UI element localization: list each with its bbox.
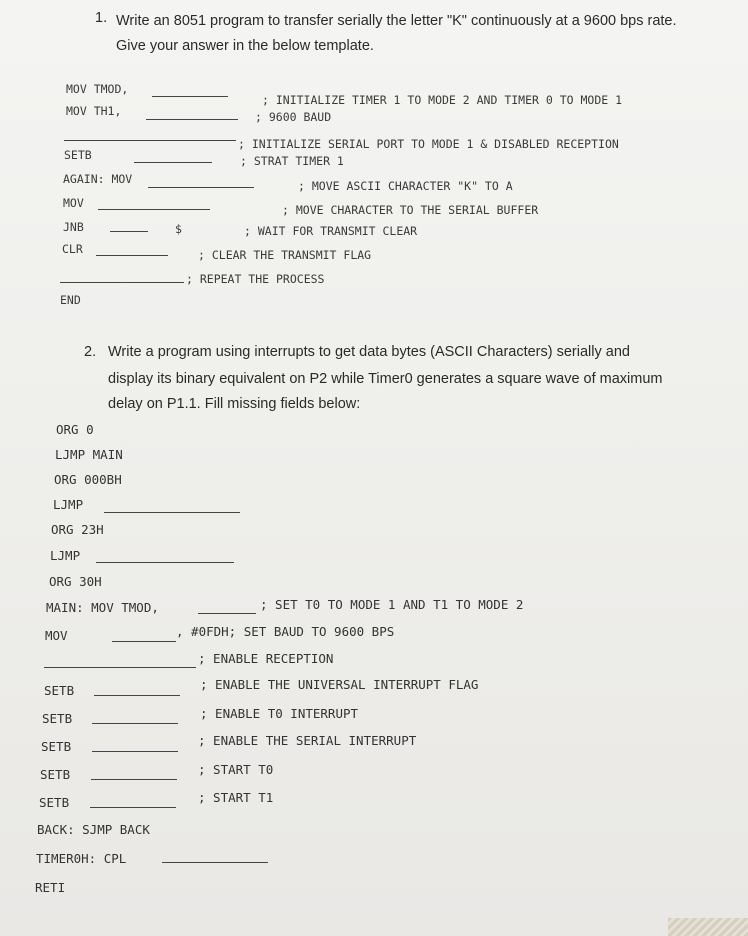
code2-line-4-code: ORG 23H [51,522,104,537]
question-1 [95,6,715,58]
code1-line-7-blank[interactable] [96,255,168,256]
code2-line-10-comment: ; ENABLE THE UNIVERSAL INTERRUPT FLAG [200,677,479,692]
code1-line-3-code: SETB [64,148,92,162]
code1-line-6-code: JNB [63,220,84,234]
code1-line-2-blank[interactable] [64,140,236,141]
code1-line-0-comment: ; INITIALIZE TIMER 1 TO MODE 2 AND TIMER 0 TO MODE 1 [262,93,623,107]
code2-line-11-comment: ; ENABLE T0 INTERRUPT [200,706,359,721]
code2-line-13-comment: ; START T0 [198,762,274,777]
code2-line-10-code: SETB [44,683,75,698]
question-2-line-2: display its binary equivalent on P2 while Timer0 generates a square wave of maximum [108,371,663,387]
code2-line-7-comment: ; SET T0 TO MODE 1 AND T1 TO MODE 2 [260,597,524,612]
code2-line-11-blank[interactable] [92,723,178,724]
code1-line-6-mid: $ [175,222,182,236]
code1-line-6-blank[interactable] [110,231,148,232]
code1-line-2-comment: ; INITIALIZE SERIAL PORT TO MODE 1 & DISABLED RECEPTION [238,137,619,151]
code2-line-7-code: MAIN: MOV TMOD, [46,600,159,615]
code2-line-12-code: SETB [41,739,72,754]
desk-edge-decoration [668,918,748,936]
code1-line-0-blank[interactable] [152,96,228,97]
code2-line-2-code: ORG 000BH [54,472,122,487]
code2-line-17-code: RETI [35,880,66,895]
code1-line-1-code: MOV TH1, [66,104,122,118]
question-2-number: 2. [84,344,97,360]
code1-line-3-comment: ; STRAT TIMER 1 [240,154,344,168]
code2-line-9-comment: ; ENABLE RECEPTION [198,651,334,666]
code2-line-6-code: ORG 30H [49,574,102,589]
code2-line-14-blank[interactable] [90,807,176,808]
code1-line-0-code: MOV TMOD, [66,82,129,96]
code2-line-3-code: LJMP [53,497,84,512]
code1-line-9-code: END [60,293,81,307]
code1-line-4-code: AGAIN: MOV [63,172,133,186]
code2-line-12-blank[interactable] [92,751,178,752]
code1-line-7-code: CLR [62,242,83,256]
question-2-line-1: Write a program using interrupts to get data bytes (ASCII Characters) serially and [108,344,630,360]
code1-line-1-blank[interactable] [146,119,238,120]
code2-line-13-code: SETB [40,767,71,782]
code2-line-5-blank[interactable] [96,562,234,563]
code2-line-5-code: LJMP [50,548,81,563]
code1-line-1-comment: ; 9600 BAUD [255,110,332,124]
code2-line-11-code: SETB [42,711,73,726]
code2-line-12-comment: ; ENABLE THE SERIAL INTERRUPT [198,733,417,748]
code2-line-16-code: TIMER0H: CPL [36,851,127,866]
code1-line-7-comment: ; CLEAR THE TRANSMIT FLAG [198,248,372,262]
code2-line-9-blank[interactable] [44,667,196,668]
code2-line-8-code: MOV [45,628,68,643]
question-1-line-1: Write an 8051 program to transfer serially the letter "K" continuously at a 9600 bps rate. [116,13,677,29]
code2-line-7-blank[interactable] [198,613,256,614]
code1-line-4-blank[interactable] [148,187,254,188]
code2-line-1-code: LJMP MAIN [55,447,123,462]
code2-line-3-blank[interactable] [104,512,240,513]
code1-line-5-blank[interactable] [98,209,210,210]
code2-line-15-code: BACK: SJMP BACK [37,822,150,837]
code1-line-5-comment: ; MOVE CHARACTER TO THE SERIAL BUFFER [282,203,539,217]
code2-line-8-comment: , #0FDH; SET BAUD TO 9600 BPS [176,624,395,639]
code2-line-0-code: ORG 0 [56,422,94,437]
code1-line-5-code: MOV [63,196,84,210]
question-2-line-3: delay on P1.1. Fill missing fields below: [108,396,361,412]
code1-line-6-comment: ; WAIT FOR TRANSMIT CLEAR [244,224,418,238]
code2-line-14-code: SETB [39,795,70,810]
question-1-line-2: Give your answer in the below template. [116,38,374,54]
code1-line-8-comment: ; REPEAT THE PROCESS [186,272,325,286]
code2-line-14-comment: ; START T1 [198,790,274,805]
code1-line-4-comment: ; MOVE ASCII CHARACTER "K" TO A [298,179,513,193]
code1-line-3-blank[interactable] [134,162,212,163]
question-2 [84,340,734,416]
code2-line-10-blank[interactable] [94,695,180,696]
code2-line-13-blank[interactable] [91,779,177,780]
code1-line-8-blank[interactable] [60,282,184,283]
code2-line-16-blank[interactable] [162,862,268,863]
question-1-number: 1. [95,10,108,26]
code2-line-8-blank[interactable] [112,641,176,642]
